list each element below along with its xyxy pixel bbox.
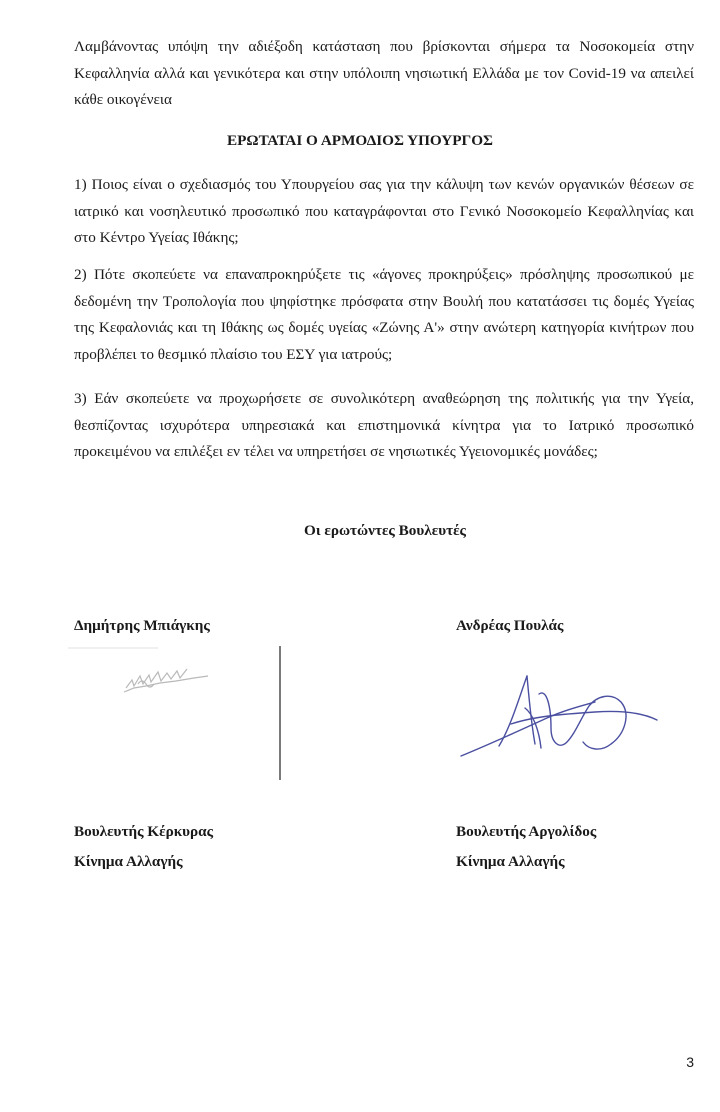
signatory-2-name: Ανδρέας Πουλάς (456, 617, 564, 634)
closing-line: Οι ερωτώντες Βουλευτές (304, 522, 466, 539)
signatory-2-role: Βουλευτής Αργολίδος (456, 823, 597, 840)
signatory-1-party: Κίνημα Αλλαγής (74, 853, 183, 870)
question-3: 3) Εάν σκοπεύετε να προχωρήσετε σε συνολικότερη αναθεώρηση της πολιτικής για την Υγεία, θεσπίζοντας ισχυρότερα υπηρεσιακά και επιστημονικά κίνητρα για το Ιατρικό προσωπικό προκειμένου να επιλέξει εν τέλει να υπηρετήσει σε νησιωτικές Υγειονομικές μονάδες; (74, 390, 694, 460)
signatory-2-party: Κίνημα Αλλαγής (456, 853, 565, 870)
signatory-1-role: Βουλευτής Κέρκυρας (74, 823, 214, 840)
question-1: 1) Ποιος είναι ο σχεδιασμός του Υπουργείου σας για την κάλυψη των κενών οργανικών θέσεων σε ιατρικό και νοσηλευτικό προσωπικό που καταγράφονται στο Γενικό Νοσοκομείο Κεφαλληνίας και στο Κέντρο Υγείας Ιθάκης; (74, 176, 694, 246)
signature-1-image (68, 644, 282, 780)
question-2: 2) Πότε σκοπεύετε να επαναπροκηρύξετε τις «άγονες προκηρύξεις» πρόσληψης προσωπικού με δεδομένη την Τροπολογία που ψηφίστηκε πρόσφατα στην Βουλή που κατατάσσει τις δομές Υγείας της Κεφαλονιάς και τη Ιθάκης ως δομές υγείας «Ζώνης Α'» στην ανώτερη κατηγορία κινήτρων που προβλέπει το θεσμικό πλαίσιο του ΕΣΥ για ιατρούς; (74, 266, 694, 363)
signature-2-image (455, 668, 665, 768)
section-heading: ΕΡΩΤΑΤΑΙ Ο ΑΡΜΟΔΙΟΣ ΥΠΟΥΡΓΟΣ (227, 132, 493, 149)
intro-paragraph: Λαμβάνοντας υπόψη την αδιέξοδη κατάσταση που βρίσκονται σήμερα τα Νοσοκομεία στην Κεφαλληνία αλλά και γενικότερα και στην υπόλοιπη νησιωτική Ελλάδα με τον Covid-19 να απειλεί κάθε οικογένεια (74, 38, 694, 108)
page-number: 3 (686, 1054, 694, 1070)
signatory-1-name: Δημήτρης Μπιάγκης (74, 617, 210, 634)
